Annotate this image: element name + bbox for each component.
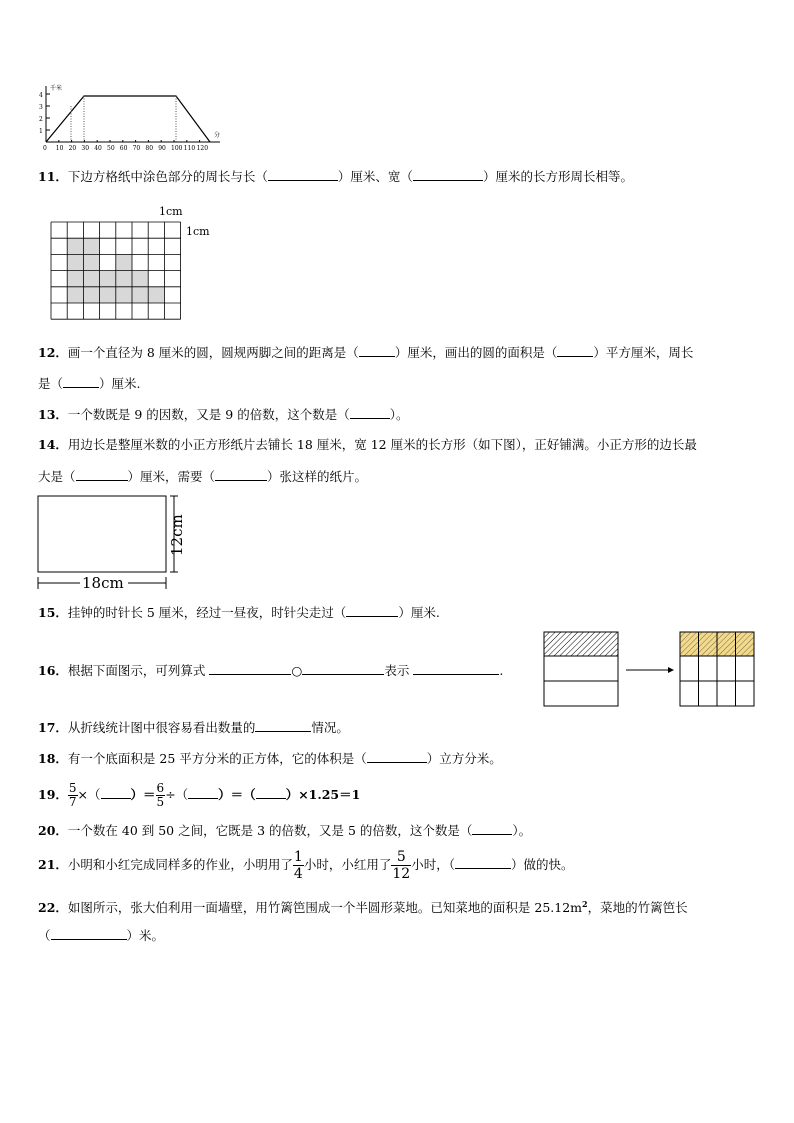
answer-blank[interactable]: [302, 662, 384, 675]
question-12-line2: 是（ ）厘米.: [38, 376, 141, 391]
answer-blank[interactable]: [209, 662, 291, 675]
x-tick-label: 40: [94, 145, 102, 152]
answer-blank[interactable]: [255, 719, 311, 732]
answer-blank[interactable]: [101, 786, 131, 799]
question-19: 19． $\frac{5}{7}$ ×（ ）＝ $\frac{6}{5}$ ÷（ ）＝（ ）×1.25＝1: [38, 781, 361, 809]
rectangle: [38, 496, 166, 572]
shaded-cell: [100, 287, 116, 303]
question-number: 17．: [38, 720, 68, 735]
answer-blank[interactable]: [455, 856, 511, 869]
answer-blank[interactable]: [215, 468, 267, 481]
width-label: 18cm: [82, 574, 124, 592]
question-number: 20．: [38, 823, 68, 838]
question-number: 12．: [38, 345, 68, 360]
x-tick-label: 30: [81, 145, 90, 152]
x-tick-label: 50: [107, 145, 115, 152]
question-22: 22．如图所示，张大伯利用一面墙壁，用竹篱笆围成一个半圆形菜地。已知菜地的面积是 $25.12m^2$，菜地的竹篱笆长: [38, 899, 688, 916]
shaded-cell: [116, 254, 132, 270]
y-tick: 3: [39, 104, 43, 111]
shaded-cell: [67, 254, 83, 270]
rectangle-figure: [36, 492, 196, 600]
y-axis-label: 千米: [50, 85, 63, 92]
shaded-cell: [116, 287, 132, 303]
left-box: [544, 632, 618, 706]
answer-blank[interactable]: [359, 344, 395, 357]
x-tick-label: 70: [132, 145, 141, 152]
shaded-cell: [83, 238, 99, 254]
answer-blank[interactable]: [188, 786, 218, 799]
question-number: 15．: [38, 605, 68, 620]
question-15: 15．挂钟的时针长 5 厘米，经过一昼夜，时针尖走过（ ）厘米.: [38, 605, 440, 620]
answer-blank[interactable]: [557, 344, 593, 357]
answer-blank[interactable]: [268, 168, 338, 181]
shaded-cell: [67, 238, 83, 254]
answer-blank[interactable]: [413, 662, 499, 675]
question-14: 14．用边长是整厘米数的小正方形纸片去铺长 18 厘米，宽 12 厘米的长方形（如下图），正好铺满。小正方形的边长最: [38, 437, 697, 452]
answer-blank[interactable]: [367, 750, 427, 763]
question-11: 11．下边方格纸中涂色部分的周长与长（ ）厘米、宽（ ）厘米的长方形周长相等。: [38, 169, 633, 184]
answer-blank[interactable]: [350, 406, 390, 419]
x-tick-label: 0: [43, 145, 47, 152]
question-16: 16．根据下面图示，可列算式 ○ 表示 .: [38, 663, 504, 678]
fraction-5-12: $\frac{5}{12}$: [392, 849, 411, 882]
shaded-cell: [132, 287, 148, 303]
answer-blank[interactable]: [76, 468, 128, 481]
x-tick-label: 80: [145, 145, 154, 152]
grid-figure: [48, 202, 218, 320]
answer-blank[interactable]: [63, 375, 99, 388]
shaded-cell: [83, 271, 99, 287]
y-tick: 4: [39, 92, 43, 99]
x-axis-label: 分: [214, 132, 221, 139]
question-13: 13．一个数既是 9 的因数，又是 9 的倍数，这个数是（ ）。: [38, 407, 409, 422]
answer-blank[interactable]: [256, 786, 286, 799]
x-tick-label: 60: [119, 145, 128, 152]
question-number: 18．: [38, 751, 68, 766]
distance-time-graph: [38, 82, 228, 154]
question-number: 19．: [38, 787, 68, 802]
question-17: 17．从折线统计图中很容易看出数量的 情况。: [38, 720, 349, 735]
height-label: 12cm: [168, 514, 186, 556]
shaded-cell: [83, 254, 99, 270]
shaded-cell: [100, 271, 116, 287]
x-tick-label: 10: [55, 145, 64, 152]
shaded-cell: [67, 287, 83, 303]
label-1cm-right: 1cm: [186, 225, 210, 238]
fraction-5-7: $\frac{5}{7}$: [68, 781, 77, 809]
x-tick-label: 20: [68, 145, 77, 152]
question-12: 12．画一个直径为 8 厘米的圆，圆规两脚之间的距离是（ ）厘米，画出的圆的面积是（ ）平方厘米，周长: [38, 345, 694, 360]
question-21: 21．小明和小红完成同样多的作业，小明用了 $\frac{1}{4}$ 小时，小红用了 $\frac{5}{12}$ 小时，（ ）做的快。: [38, 849, 574, 882]
fraction-6-5: $\frac{6}{5}$: [156, 781, 165, 809]
question-number: 13．: [38, 407, 68, 422]
question-number: 14．: [38, 437, 68, 452]
question-14-line2: 大是（ ）厘米，需要（ ）张这样的纸片。: [38, 469, 368, 484]
question-number: 22．: [38, 900, 68, 916]
shaded-cell: [83, 287, 99, 303]
answer-blank[interactable]: [413, 168, 483, 181]
x-tick-label: 120: [196, 145, 209, 152]
shaded-cell: [148, 287, 164, 303]
y-tick: 1: [39, 128, 43, 135]
fraction-diagram: [540, 630, 760, 710]
label-1cm-top: 1cm: [159, 205, 183, 218]
x-tick-label: 90: [158, 145, 166, 152]
question-20: 20．一个数在 40 到 50 之间，它既是 3 的倍数，又是 5 的倍数，这个数是（ ）。: [38, 823, 532, 838]
answer-blank[interactable]: [51, 927, 127, 940]
x-tick-label: 100: [171, 145, 183, 152]
shaded-cell: [116, 271, 132, 287]
answer-blank[interactable]: [472, 822, 512, 835]
question-number: 11．: [38, 169, 68, 184]
right-box: [680, 632, 754, 706]
answer-blank[interactable]: [346, 604, 398, 617]
question-number: 21．: [38, 857, 68, 872]
question-22-line2: （ ）米。: [38, 928, 165, 943]
x-tick-label: 110: [183, 145, 196, 152]
y-tick: 2: [39, 116, 43, 123]
question-number: 16．: [38, 663, 68, 678]
question-18: 18．有一个底面积是 25 平方分米的正方体，它的体积是（ ）立方分米。: [38, 751, 502, 766]
shaded-cell: [132, 271, 148, 287]
fraction-1-4: $\frac{1}{4}$: [293, 849, 303, 882]
shaded-cell: [67, 271, 83, 287]
